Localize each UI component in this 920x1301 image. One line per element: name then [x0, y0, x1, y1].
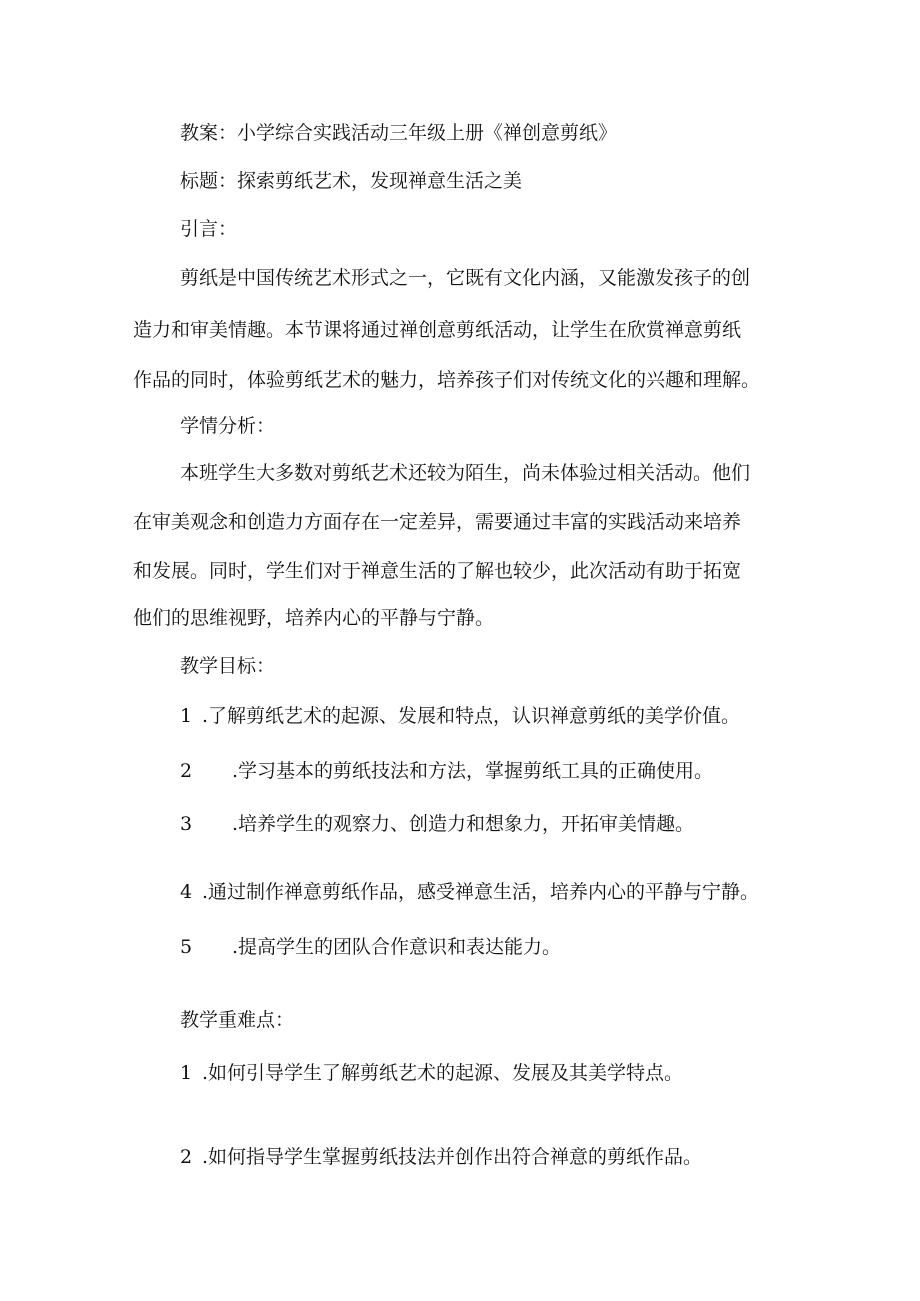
objective-text: .学习基本的剪纸技法和方法，掌握剪纸工具的正确使用。	[232, 760, 714, 782]
objective-item-4	[180, 879, 759, 905]
objective-text: .培养学生的观察力、创造力和想象力，开拓审美情趣。	[232, 813, 695, 835]
intro-line-3: 作品的同时，体验剪纸艺术的魅力，培养孩子们对传统文化的兴趣和理解。	[133, 369, 761, 391]
objective-item-2	[180, 758, 713, 784]
intro-line-1: 剪纸是中国传统艺术形式之一，它既有文化内涵，又能激发孩子的创	[180, 267, 751, 289]
objective-item-3	[180, 811, 694, 837]
lesson-plan-line: 教案：小学综合实践活动三年级上册《禅创意剪纸》	[180, 122, 618, 144]
key-points-heading: 教学重难点：	[180, 1009, 295, 1031]
objective-item-1	[180, 703, 740, 729]
key-point-item-2	[180, 1144, 702, 1170]
intro-line-2: 造力和审美情趣。本节课将通过禅创意剪纸活动，让学生在欣赏禅意剪纸	[133, 319, 742, 341]
analysis-line-3: 和发展。同时，学生们对于禅意生活的了解也较少，此次活动有助于拓宽	[133, 560, 742, 582]
objective-number: 4	[180, 881, 193, 903]
objective-number: 1	[180, 705, 193, 727]
key-point-text: .如何引导学生了解剪纸艺术的起源、发展及其美学特点。	[202, 1062, 684, 1084]
analysis-line-2: 在审美观念和创造力方面存在一定差异，需要通过丰富的实践活动来培养	[133, 511, 742, 533]
key-point-number: 2	[180, 1146, 193, 1168]
objective-text: .提高学生的团队合作意识和表达能力。	[232, 936, 562, 958]
key-point-item-1	[180, 1060, 683, 1086]
objective-number: 5	[180, 936, 193, 958]
objective-text: .了解剪纸艺术的起源、发展和特点，认识禅意剪纸的美学价值。	[202, 705, 741, 727]
objective-text: .通过制作禅意剪纸作品，感受禅意生活，培养内心的平静与宁静。	[202, 881, 760, 903]
page-title: 标题：探索剪纸艺术，发现禅意生活之美	[180, 170, 523, 192]
objectives-heading: 教学目标：	[180, 655, 276, 677]
analysis-line-4: 他们的思维视野，培养内心的平静与宁静。	[133, 607, 495, 629]
analysis-line-1: 本班学生大多数对剪纸艺术还较为陌生，尚未体验过相关活动。他们	[180, 462, 751, 484]
objective-number: 3	[180, 813, 193, 835]
objective-item-5	[180, 934, 561, 960]
key-point-text: .如何指导学生掌握剪纸技法并创作出符合禅意的剪纸作品。	[202, 1146, 703, 1168]
intro-heading: 引言：	[180, 218, 238, 240]
objective-number: 2	[180, 760, 193, 782]
analysis-heading: 学情分析：	[180, 415, 276, 437]
key-point-number: 1	[180, 1062, 193, 1084]
